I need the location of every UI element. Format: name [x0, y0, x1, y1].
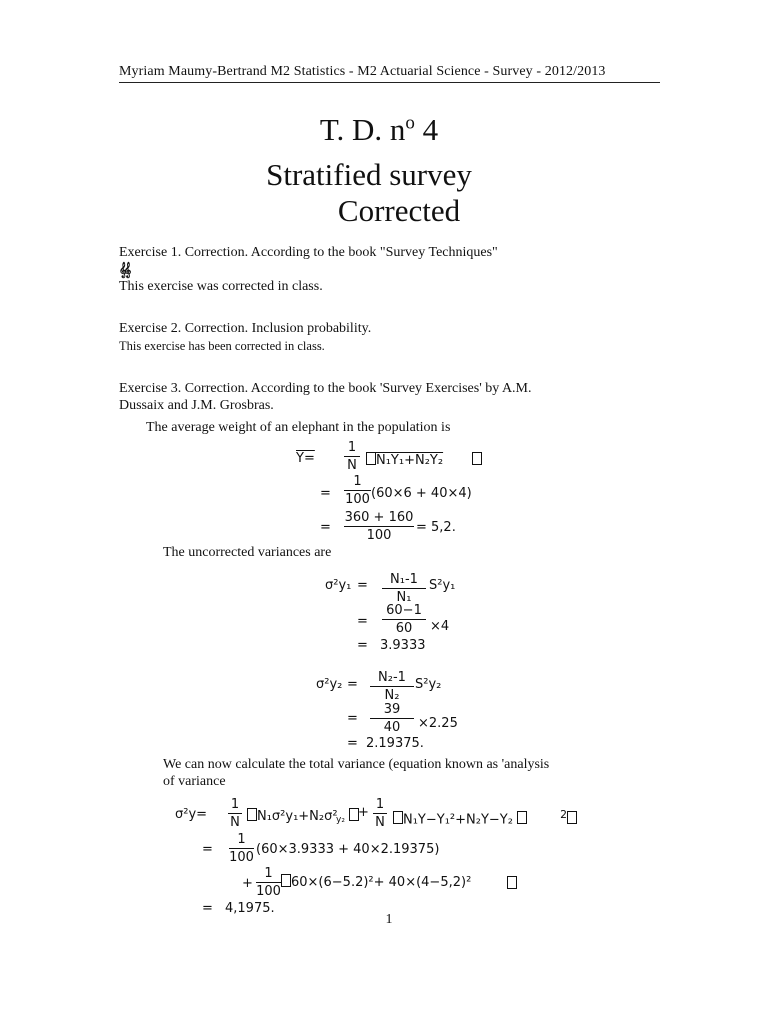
- exercise-2-heading: Exercise 2. Correction. Inclusion probability.: [119, 321, 372, 336]
- total-between-terms: N₁Y−Y₁²+N₂Y−Y₂ $^2$: [393, 808, 577, 827]
- var1-row2-eq: =: [357, 614, 368, 629]
- page-number: 1: [385, 912, 393, 927]
- total-plus: +: [358, 805, 369, 820]
- uncorrected-variances-text: The uncorrected variances are: [163, 545, 332, 560]
- mean-lhs: Y=: [296, 451, 315, 466]
- mean-terms: N₁Y₁+N₂Y₂: [366, 452, 482, 468]
- exercise-2-text: This exercise has been corrected in class.: [119, 339, 325, 353]
- page-header: Myriam Maumy-Bertrand M2 Statistics - M2 Actuarial Science - Survey - 2012/2013: [119, 64, 606, 79]
- var1-fraction: N₁-1 N₁: [382, 572, 426, 605]
- mean-row2-rest: (60×6 + 40×4): [371, 486, 472, 501]
- mean-row2-eq: =: [320, 486, 331, 501]
- total-row3-plus: +: [242, 876, 253, 891]
- total-variance-text-line2: of variance: [163, 774, 226, 789]
- var2-row3-eq: =: [347, 736, 358, 751]
- exercise-1-garbled-glyphs: 𝄞𝄞: [119, 262, 129, 277]
- exercise-1-heading: Exercise 1. Correction. According to the book "Survey Techniques": [119, 245, 498, 260]
- total-row4-value: 4,1975.: [225, 901, 275, 916]
- total-row3-close: [507, 876, 517, 892]
- var1-lhs: σ²y₁: [325, 578, 352, 593]
- mean-row3-result: = 5,2.: [416, 520, 456, 535]
- total-row4-eq: =: [202, 901, 213, 916]
- exercise-3-intro: The average weight of an elephant in the population is: [146, 420, 451, 435]
- total-row2-eq: =: [202, 842, 213, 857]
- var2-row2-rest: ×2.25: [418, 716, 458, 731]
- total-row3-rest: 60×(6−5.2)²+ 40×(4−5,2)²: [281, 874, 471, 890]
- mean-row3-fraction: 360 + 160 100: [344, 510, 414, 543]
- var1-row3-eq: =: [357, 638, 368, 653]
- var2-lhs: σ²y₂: [316, 677, 343, 692]
- exercise-3-heading-line1: Exercise 3. Correction. According to the book 'Survey Exercises' by A.M.: [119, 381, 532, 396]
- total-row2-rest: (60×3.9333 + 40×2.19375): [256, 842, 440, 857]
- exercise-1-text: This exercise was corrected in class.: [119, 279, 323, 294]
- var2-S: S²y₂: [415, 677, 442, 692]
- var2-eq: =: [347, 677, 358, 692]
- total-within-terms: N₁σ²y₁+N₂σ²: [247, 808, 338, 824]
- var1-S: S²y₁: [429, 578, 456, 593]
- var2-row2-eq: =: [347, 711, 358, 726]
- total-row2-fraction: 1 100: [229, 832, 254, 865]
- header-rule: [119, 82, 660, 83]
- mean-fraction-1-over-N: 1 N: [344, 440, 360, 473]
- total-lhs: σ²y=: [175, 807, 208, 822]
- var2-row2-fraction: 39 40: [370, 702, 414, 735]
- var1-row2-rest: ×4: [430, 619, 450, 634]
- mean-row2-fraction: 1 100: [345, 474, 370, 507]
- document-subtitle-corrected: Corrected: [337, 193, 461, 228]
- document-subtitle: Stratified survey: [266, 157, 472, 192]
- var2-fraction: N₂-1 N₂: [370, 670, 414, 703]
- var1-row3-value: 3.9333: [380, 638, 426, 653]
- total-fraction-1-over-N-b: 1 N: [373, 797, 387, 830]
- document-title: T. D. $n^o$ 4: [319, 112, 439, 147]
- var1-row2-fraction: 60−1 60: [382, 603, 426, 636]
- var2-row3-value: 2.19375.: [366, 736, 424, 751]
- mean-row3-eq: =: [320, 520, 331, 535]
- total-within-sub: y₂: [336, 815, 345, 825]
- exercise-3-heading-line2: Dussaix and J.M. Grosbras.: [119, 398, 274, 413]
- total-variance-text-line1: We can now calculate the total variance (equation known as 'analysis: [163, 757, 550, 772]
- total-row3-fraction: 1 100: [256, 866, 281, 899]
- total-fraction-1-over-N-a: 1 N: [228, 797, 242, 830]
- var1-eq: =: [357, 578, 368, 593]
